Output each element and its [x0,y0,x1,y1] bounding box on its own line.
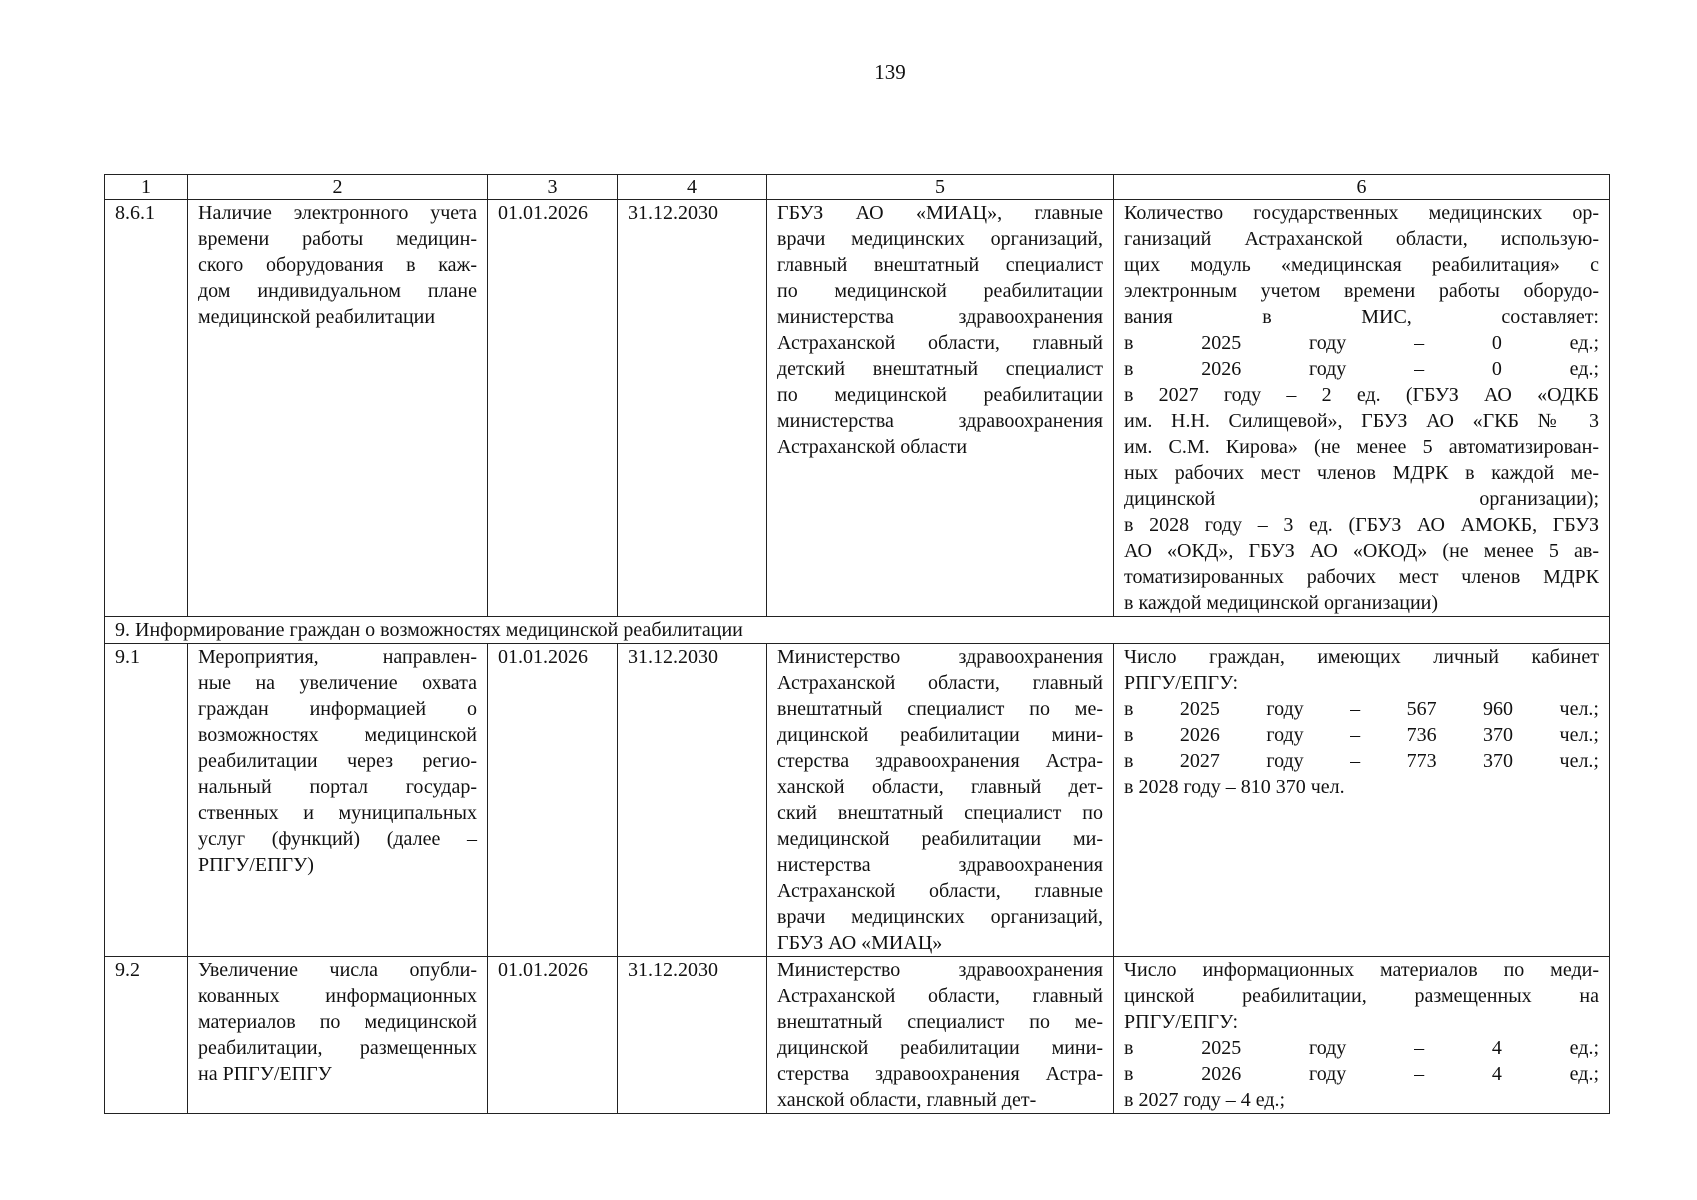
table-row [105,957,1610,1114]
responsible-executors-line: Астраханской области, главные [777,880,1103,902]
item-description-line: нальный портал государ- [198,776,477,798]
expected-result-line: в 2028 году – 3 ед. (ГБУЗ АО АМОКБ, ГБУЗ [1124,514,1599,536]
expected-result-line: в 2026 году – 4 ед.; [1124,1063,1599,1085]
column-number-4: 4 [618,175,767,200]
responsible-executors-line: внештатный специалист по ме- [777,698,1103,720]
end-date: 31.12.2030 [618,200,767,617]
item-description-line: Наличие электронного учета [198,202,477,224]
expected-result-line: дицинской организации); [1124,488,1599,510]
responsible-executors-line: дицинской реабилитации мини- [777,1037,1103,1059]
responsible-executors-line: ГБУЗ АО «МИАЦ» [777,932,943,954]
expected-result-line: ных рабочих мест членов МДРК в каждой ме- [1124,462,1599,484]
start-date: 01.01.2026 [488,957,618,1114]
expected-result-line: в 2026 году – 736 370 чел.; [1124,724,1599,746]
item-description-line: Мероприятия, направлен- [198,646,477,668]
item-description-line: реабилитации, размещенных [198,1037,477,1059]
item-description-line: РПГУ/ЕПГУ) [198,854,314,876]
start-date: 01.01.2026 [488,200,618,617]
end-date: 31.12.2030 [618,644,767,957]
responsible-executors-line: нистерства здравоохранения [777,854,1103,876]
column-number-3: 3 [488,175,618,200]
responsible-executors-line: министерства здравоохранения [777,306,1103,328]
expected-result-line: щих модуль «медицинская реабилитация» с [1124,254,1599,276]
item-description [188,644,488,957]
end-date: 31.12.2030 [618,957,767,1114]
expected-result-line: им. С.М. Кирова» (не менее 5 автоматизирован- [1124,436,1599,458]
table-row [105,200,1610,617]
responsible-executors-line: ханской области, главный дет- [777,776,1103,798]
expected-result-line: в 2027 году – 4 ед.; [1124,1089,1286,1111]
start-date: 01.01.2026 [488,644,618,957]
expected-result [1114,200,1610,617]
item-description-line: медицинской реабилитации [198,306,436,328]
item-description-line: кованных информационных [198,985,477,1007]
item-description [188,200,488,617]
responsible-executors-line: детский внештатный специалист [777,358,1103,380]
expected-result [1114,957,1610,1114]
responsible-executors-line: стерства здравоохранения Астра- [777,750,1103,772]
column-number-5: 5 [767,175,1114,200]
expected-result-line: в 2025 году – 4 ед.; [1124,1037,1599,1059]
responsible-executors-line: ский внештатный специалист по [777,802,1103,824]
responsible-executors-line: врачи медицинских организаций, [777,906,1103,928]
expected-result-line: в 2025 году – 567 960 чел.; [1124,698,1599,720]
responsible-executors-line: Астраханской области [777,436,968,458]
item-description-line: дом индивидуальном плане [198,280,477,302]
item-description-line: ные на увеличение охвата [198,672,477,694]
responsible-executors-line: ханской области, главный дет- [777,1089,1037,1111]
responsible-executors-line: Астраханской области, главный [777,985,1103,1007]
expected-result-line: вания в МИС, составляет: [1124,306,1599,328]
expected-result-line: ганизаций Астраханской области, использую- [1124,228,1599,250]
page-number: 139 [874,60,906,84]
expected-result-line: РПГУ/ЕПГУ: [1124,1011,1239,1033]
responsible-executors-line: дицинской реабилитации мини- [777,724,1103,746]
expected-result [1114,644,1610,957]
responsible-executors-line: по медицинской реабилитации [777,280,1103,302]
item-number: 9.1 [105,644,188,957]
item-description-line: Увеличение числа опубли- [198,959,477,981]
item-number: 9.2 [105,957,188,1114]
column-number-row [105,175,1610,200]
responsible-executors-line: главный внештатный специалист [777,254,1103,276]
expected-result-line: в 2025 году – 0 ед.; [1124,332,1599,354]
expected-result-line: электронным учетом времени работы оборудо- [1124,280,1599,302]
item-description-line: ственных и муниципальных [198,802,477,824]
expected-result-line: в каждой медицинской организации) [1124,592,1439,614]
column-number-6: 6 [1114,175,1610,200]
column-number-2: 2 [188,175,488,200]
item-description-line: граждан информацией о [198,698,477,720]
responsible-executors [767,644,1114,957]
expected-result-line: Число информационных материалов по меди- [1124,959,1599,981]
item-number: 8.6.1 [105,200,188,617]
item-description-line: услуг (функций) (далее – [198,828,477,850]
expected-result-line: Количество государственных медицинских ор- [1124,202,1599,224]
responsible-executors-line: внештатный специалист по ме- [777,1011,1103,1033]
responsible-executors [767,200,1114,617]
responsible-executors-line: стерства здравоохранения Астра- [777,1063,1103,1085]
expected-result-line: в 2027 году – 773 370 чел.; [1124,750,1599,772]
section-title: 9. Информирование граждан о возможностях медицинской реабилитации [105,617,1610,644]
responsible-executors-line: министерства здравоохранения [777,410,1103,432]
expected-result-line: АО «ОКД», ГБУЗ АО «ОКОД» (не менее 5 ав- [1124,540,1599,562]
responsible-executors-line: по медицинской реабилитации [777,384,1103,406]
item-description-line: возможностях медицинской [198,724,477,746]
responsible-executors [767,957,1114,1114]
item-description-line: реабилитации через регио- [198,750,477,772]
item-description [188,957,488,1114]
expected-result-line: в 2027 году – 2 ед. (ГБУЗ АО «ОДКБ [1124,384,1599,406]
expected-result-line: цинской реабилитации, размещенных на [1124,985,1599,1007]
responsible-executors-line: Астраханской области, главный [777,672,1103,694]
responsible-executors-line: Астраханской области, главный [777,332,1103,354]
responsible-executors-line: врачи медицинских организаций, [777,228,1103,250]
item-description-line: материалов по медицинской [198,1011,477,1033]
responsible-executors-line: Министерство здравоохранения [777,959,1103,981]
responsible-executors-line: медицинской реабилитации ми- [777,828,1103,850]
item-description-line: на РПГУ/ЕПГУ [198,1063,332,1085]
expected-result-line: в 2026 году – 0 ед.; [1124,358,1599,380]
expected-result-line: Число граждан, имеющих личный кабинет [1124,646,1599,668]
item-description-line: времени работы медицин- [198,228,477,250]
expected-result-line: томатизированных рабочих мест членов МДРК [1124,566,1599,588]
column-number-1: 1 [105,175,188,200]
expected-result-line: им. Н.Н. Силищевой», ГБУЗ АО «ГКБ № 3 [1124,410,1599,432]
responsible-executors-line: ГБУЗ АО «МИАЦ», главные [777,202,1103,224]
expected-result-line: РПГУ/ЕПГУ: [1124,672,1239,694]
table-row [105,644,1610,957]
item-description-line: ского оборудования в каж- [198,254,477,276]
activities-table [104,174,1610,1114]
section-row [105,617,1610,644]
responsible-executors-line: Министерство здравоохранения [777,646,1103,668]
expected-result-line: в 2028 году – 810 370 чел. [1124,776,1345,798]
